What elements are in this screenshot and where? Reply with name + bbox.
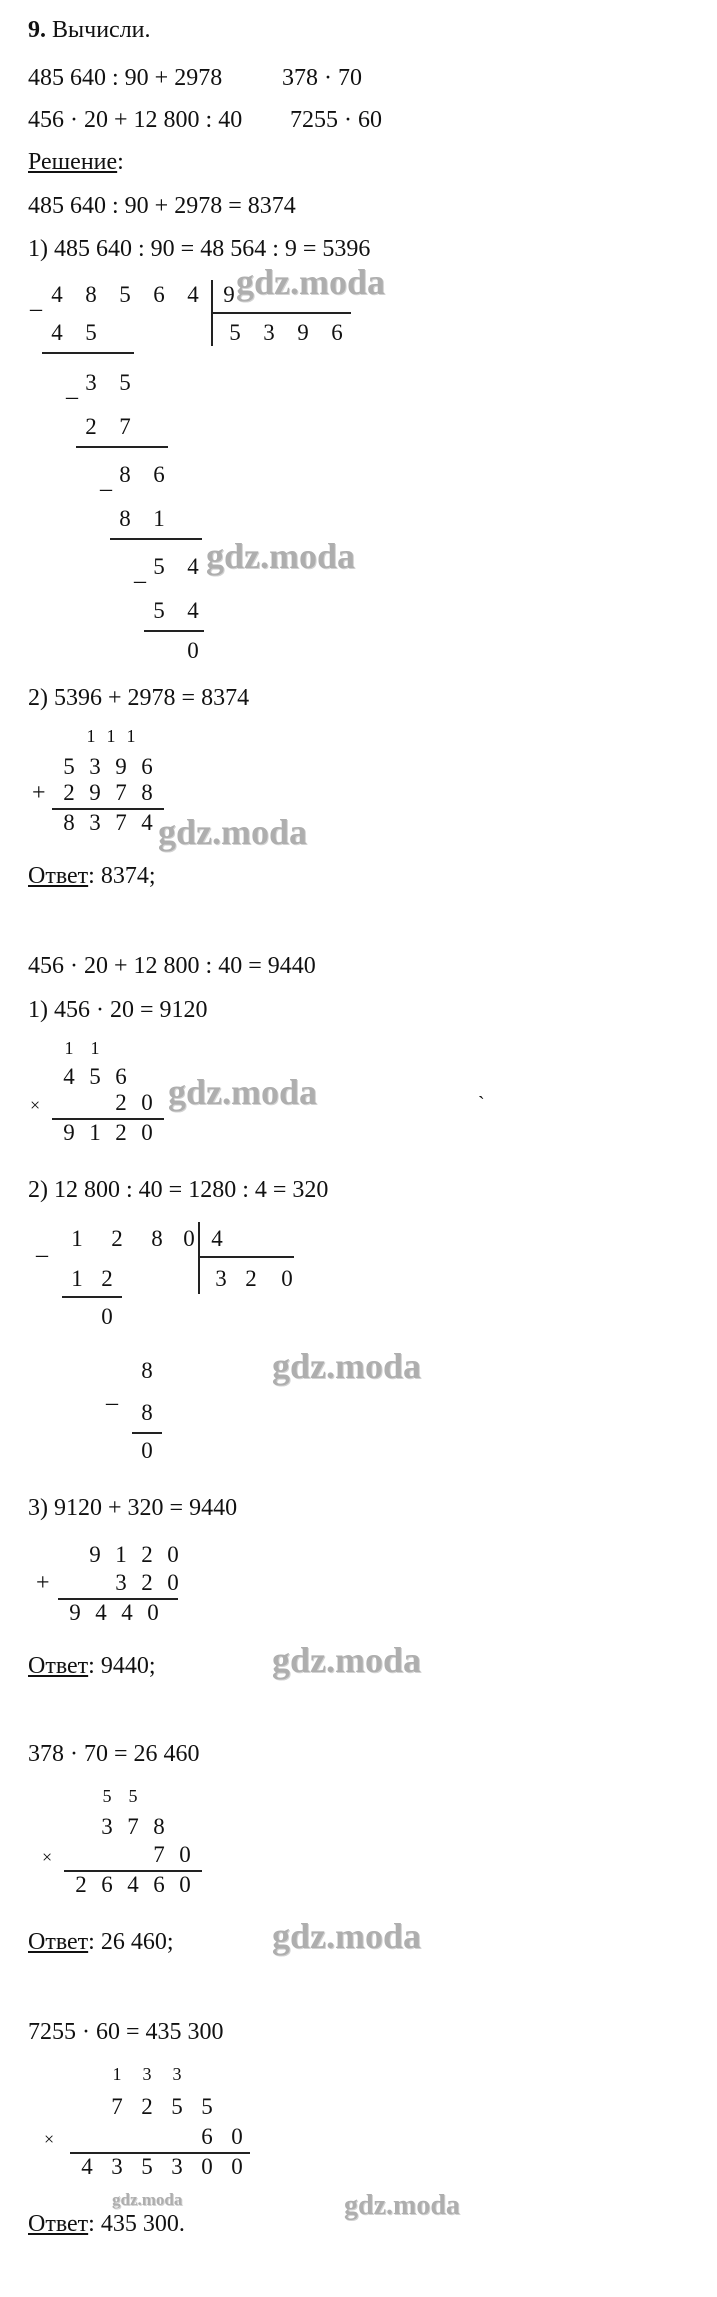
factor-digit: 7 xyxy=(153,1842,165,1867)
sum-digit: 4 xyxy=(95,1600,107,1625)
carry-digit: 3 xyxy=(172,2064,182,2084)
carry-digit: 1 xyxy=(106,726,116,746)
watermark: gdz.moda xyxy=(158,812,308,852)
part4-header: 7255 · 60 = 435 300 xyxy=(28,2019,224,2045)
subtrahend-digit: 5 xyxy=(85,320,97,345)
subtrahend-digit: 1 xyxy=(153,506,165,531)
watermark: gdz.moda xyxy=(206,536,356,576)
remainder-digit: 0 xyxy=(101,1304,113,1329)
subtrahend-digit: 2 xyxy=(85,414,97,439)
subtrahend-digit: 7 xyxy=(119,414,131,439)
watermark: gdz.moda xyxy=(344,2190,460,2221)
sum-digit: 4 xyxy=(141,810,153,835)
addend-digit: 9 xyxy=(115,754,127,779)
product-digit: 2 xyxy=(75,1872,87,1897)
factor-digit: 0 xyxy=(141,1090,153,1115)
carry-digit: 1 xyxy=(64,1038,74,1058)
minus-sign: _ xyxy=(134,560,146,586)
answer-label: Ответ xyxy=(28,2211,89,2237)
factor-digit: 8 xyxy=(153,1814,165,1839)
watermark: gdz.moda xyxy=(272,1346,422,1386)
dividend-digit: 0 xyxy=(183,1226,195,1251)
plus-sign: + xyxy=(36,1570,50,1596)
subtraction-line xyxy=(144,630,204,632)
answer-value: 8374; xyxy=(100,863,156,889)
subtrahend-digit: 8 xyxy=(119,506,131,531)
product-digit: 6 xyxy=(101,1872,113,1897)
dividend-digit: 4 xyxy=(187,282,199,307)
factor-digit: 0 xyxy=(179,1842,191,1867)
watermark: gdz.moda xyxy=(168,1072,318,1112)
answer-3: Ответ: 26 460; xyxy=(28,1929,174,1955)
product-digit: 5 xyxy=(141,2154,153,2179)
dividend-digit: 8 xyxy=(85,282,97,307)
product-digit: 0 xyxy=(141,1120,153,1145)
addend-digit: 1 xyxy=(115,1542,127,1567)
remainder-digit: 4 xyxy=(187,554,199,579)
minus-sign: _ xyxy=(36,1234,48,1260)
addend-digit: 3 xyxy=(115,1570,127,1595)
remainder-digit: 3 xyxy=(85,370,97,395)
subtrahend-digit: 5 xyxy=(153,598,165,623)
subtraction-line xyxy=(62,1296,122,1298)
factor-digit: 5 xyxy=(201,2094,213,2119)
quotient-digit: 6 xyxy=(331,320,343,345)
watermark: gdz.moda xyxy=(272,1916,422,1956)
quotient-digit: 2 xyxy=(245,1266,257,1291)
answer-value: 26 460; xyxy=(100,1929,174,1955)
quotient-digit: 5 xyxy=(229,320,241,345)
subtraction-line xyxy=(76,446,168,448)
solution-label: Решение xyxy=(28,149,118,175)
product-digit: 0 xyxy=(179,1872,191,1897)
product-digit: 4 xyxy=(81,2154,93,2179)
factor-digit: 2 xyxy=(115,1090,127,1115)
sum-digit: 3 xyxy=(89,810,101,835)
expression-2: 456 · 20 + 12 800 : 40 xyxy=(28,107,243,133)
subtrahend-digit: 1 xyxy=(71,1266,83,1291)
quotient-digit: 3 xyxy=(263,320,275,345)
division-bar xyxy=(198,1222,200,1294)
product-digit: 6 xyxy=(153,1872,165,1897)
subtraction-line xyxy=(42,352,134,354)
minus-sign: _ xyxy=(100,468,112,494)
answer-label: Ответ xyxy=(28,1929,89,1955)
dividend-digit: 8 xyxy=(151,1226,163,1251)
times-sign: × xyxy=(42,1847,53,1867)
factor-digit: 7 xyxy=(127,1814,139,1839)
remainder-digit: 8 xyxy=(119,462,131,487)
quotient-line xyxy=(198,1256,294,1258)
product-digit: 3 xyxy=(111,2154,123,2179)
final-remainder: 0 xyxy=(141,1438,153,1463)
part2-step1: 1) 456 · 20 = 9120 xyxy=(28,997,208,1023)
solution-label-line: Решение: xyxy=(28,149,124,175)
factor-digit: 0 xyxy=(231,2124,243,2149)
addend-digit: 3 xyxy=(89,754,101,779)
addend-digit: 6 xyxy=(141,754,153,779)
subtrahend-digit: 2 xyxy=(101,1266,113,1291)
divisor: 9 xyxy=(223,282,235,307)
addend-digit: 8 xyxy=(141,780,153,805)
part2-header: 456 · 20 + 12 800 : 40 = 9440 xyxy=(28,953,316,979)
factor-digit: 5 xyxy=(171,2094,183,2119)
dividend-digit: 1 xyxy=(71,1226,83,1251)
subtraction-line xyxy=(132,1432,162,1434)
expression-3: 378 · 70 xyxy=(282,65,362,91)
watermark: gdz.moda xyxy=(272,1640,422,1680)
final-remainder: 0 xyxy=(187,638,199,663)
dividend-digit: 4 xyxy=(51,282,63,307)
subtrahend-digit: 8 xyxy=(141,1400,153,1425)
carry-digit: 5 xyxy=(102,1786,112,1806)
quotient-digit: 0 xyxy=(281,1266,293,1291)
product-digit: 4 xyxy=(127,1872,139,1897)
product-digit: 3 xyxy=(171,2154,183,2179)
part1-step1: 1) 485 640 : 90 = 48 564 : 9 = 5396 xyxy=(28,236,371,262)
watermark: gdz.moda xyxy=(236,262,386,302)
sum-digit: 9 xyxy=(69,1600,81,1625)
product-digit: 9 xyxy=(63,1120,75,1145)
factor-digit: 6 xyxy=(201,2124,213,2149)
plus-sign: + xyxy=(32,780,46,806)
minus-sign: _ xyxy=(66,376,78,402)
times-sign: × xyxy=(30,1095,41,1115)
expression-1: 485 640 : 90 + 2978 xyxy=(28,65,223,91)
remainder-digit: 6 xyxy=(153,462,165,487)
carry-digit: 1 xyxy=(126,726,136,746)
factor-digit: 6 xyxy=(115,1064,127,1089)
quotient-digit: 3 xyxy=(215,1266,227,1291)
part3-header: 378 · 70 = 26 460 xyxy=(28,1741,200,1767)
product-digit: 0 xyxy=(231,2154,243,2179)
remainder-digit: 8 xyxy=(141,1358,153,1383)
part1-header: 485 640 : 90 + 2978 = 8374 xyxy=(28,193,296,219)
sum-digit: 8 xyxy=(63,810,75,835)
carry-digit: 3 xyxy=(142,2064,152,2084)
subtrahend-digit: 4 xyxy=(187,598,199,623)
subtrahend-digit: 4 xyxy=(51,320,63,345)
factor-digit: 2 xyxy=(141,2094,153,2119)
answer-value: 9440; xyxy=(100,1653,156,1679)
addend-digit: 2 xyxy=(63,780,75,805)
dividend-digit: 5 xyxy=(119,282,131,307)
minus-sign: _ xyxy=(106,1382,118,1408)
part2-step2: 2) 12 800 : 40 = 1280 : 4 = 320 xyxy=(28,1177,329,1203)
factor-digit: 7 xyxy=(111,2094,123,2119)
remainder-digit: 5 xyxy=(119,370,131,395)
addend-digit: 2 xyxy=(141,1570,153,1595)
factor-digit: 4 xyxy=(63,1064,75,1089)
task-title: Вычисли. xyxy=(52,17,151,43)
addend-digit: 0 xyxy=(167,1542,179,1567)
answer-value: 435 300. xyxy=(100,2211,185,2237)
sum-digit: 0 xyxy=(147,1600,159,1625)
divisor: 4 xyxy=(211,1226,223,1251)
minus-sign: _ xyxy=(30,288,42,314)
answer-1: Ответ: 8374; xyxy=(28,863,156,889)
watermark: gdz.moda xyxy=(112,2190,183,2209)
answer-2: Ответ: 9440; xyxy=(28,1653,156,1679)
answer-label: Ответ xyxy=(28,1653,89,1679)
carry-digit: 1 xyxy=(112,2064,122,2084)
dividend-digit: 6 xyxy=(153,282,165,307)
sum-digit: 7 xyxy=(115,810,127,835)
carry-digit: 5 xyxy=(128,1786,138,1806)
sum-digit: 4 xyxy=(121,1600,133,1625)
carry-digit: 1 xyxy=(86,726,96,746)
addend-digit: 5 xyxy=(63,754,75,779)
answer-4: Ответ: 435 300. xyxy=(28,2211,185,2237)
factor-digit: 5 xyxy=(89,1064,101,1089)
addend-digit: 9 xyxy=(89,1542,101,1567)
carry-digit: 1 xyxy=(90,1038,100,1058)
part2-step3: 3) 9120 + 320 = 9440 xyxy=(28,1495,238,1521)
task-heading xyxy=(28,16,151,44)
remainder-digit: 5 xyxy=(153,554,165,579)
product-digit: 2 xyxy=(115,1120,127,1145)
addend-digit: 0 xyxy=(167,1570,179,1595)
addend-digit: 7 xyxy=(115,780,127,805)
product-digit: 0 xyxy=(201,2154,213,2179)
addend-digit: 9 xyxy=(89,780,101,805)
quotient-line xyxy=(211,312,351,314)
factor-digit: 3 xyxy=(101,1814,113,1839)
part1-step2: 2) 5396 + 2978 = 8374 xyxy=(28,685,250,711)
dividend-digit: 2 xyxy=(111,1226,123,1251)
addend-digit: 2 xyxy=(141,1542,153,1567)
task-number: 9. xyxy=(28,17,46,43)
stray-mark: ` xyxy=(478,1093,485,1115)
answer-label: Ответ xyxy=(28,863,89,889)
times-sign: × xyxy=(44,2129,55,2149)
quotient-digit: 9 xyxy=(297,320,309,345)
subtraction-line xyxy=(110,538,202,540)
product-digit: 1 xyxy=(89,1120,101,1145)
expression-4: 7255 · 60 xyxy=(290,107,382,133)
